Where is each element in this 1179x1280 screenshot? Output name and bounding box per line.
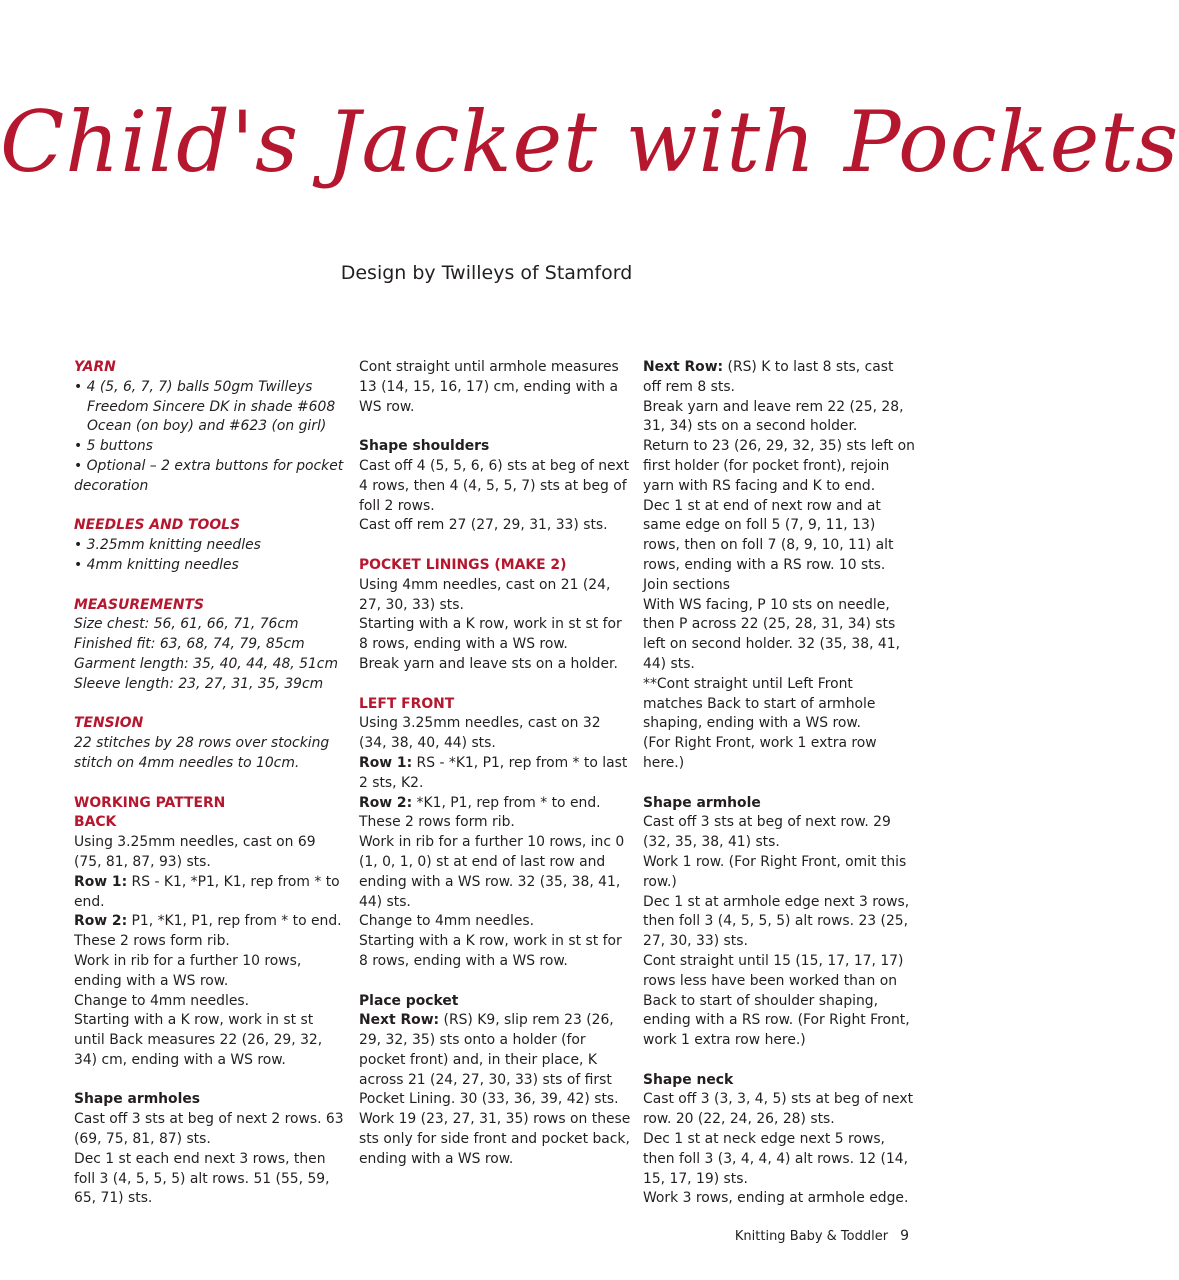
instruction-text: Using 4mm needles, cast on 21 (24, 27, 30, 33) sts.: [359, 576, 611, 613]
instruction-text: These 2 rows form rib.: [359, 814, 515, 831]
instruction-text: Cast off 3 sts at beg of next 2 rows. 63 (69, 75, 81, 87) sts.: [74, 1111, 344, 1148]
measurement-line: Garment length: 35, 40, 44, 48, 51cm: [74, 655, 338, 672]
instruction-row: [74, 912, 346, 932]
row-label: Row 2:: [359, 794, 413, 811]
subheading-place-pocket: Place pocket: [359, 992, 459, 1009]
tension-text: 22 stitches by 28 rows over stocking stitch on 4mm needles to 10cm.: [74, 735, 330, 771]
row-label: Row 1:: [74, 873, 128, 890]
subheading-shape-armhole: Shape armhole: [643, 794, 761, 811]
page-footer: [735, 1228, 909, 1244]
instruction-row: [643, 358, 915, 398]
instruction-text: Cast off 3 sts at beg of next row. 29 (32, 35, 38, 41) sts.: [643, 814, 891, 851]
instruction-text: Break yarn and leave sts on a holder.: [359, 655, 618, 672]
row-label: Row 1:: [359, 754, 413, 771]
column-1: [74, 358, 346, 1209]
instruction-text: Cast off 4 (5, 5, 6, 6) sts at beg of next 4 rows, then 4 (4, 5, 5, 7) sts at beg of foll 2 rows.: [359, 457, 630, 514]
needles-item: • 4mm knitting needles: [74, 556, 239, 573]
instruction-text: Cont straight until 15 (15, 17, 17, 17) rows less have been worked than on Back to start of shoulder shaping, ending with a RS row. (For Right Front, work 1 extra row here.): [643, 952, 910, 1049]
instruction-text: Change to 4mm needles.: [74, 992, 250, 1009]
row-label: Row 2:: [74, 913, 128, 930]
row-label: Next Row:: [643, 359, 724, 375]
row-label: Next Row:: [359, 1012, 440, 1029]
subheading-shape-neck: Shape neck: [643, 1071, 734, 1088]
row-text: RS - *K1, P1, rep from * to last 2 sts, K2.: [359, 754, 628, 791]
subheading-shape-armholes: Shape armholes: [74, 1091, 201, 1108]
instruction-text: Work 19 (23, 27, 31, 35) rows on these sts only for side front and pocket back, ending with a WS row.: [359, 1111, 631, 1167]
instruction-text: Dec 1 st each end next 3 rows, then foll 3 (4, 5, 5, 5) alt rows. 51 (55, 59, 65, 71) sts.: [74, 1150, 330, 1207]
row-text: *K1, P1, rep from * to end.: [412, 794, 601, 811]
needles-item: • 3.25mm knitting needles: [74, 537, 261, 554]
column-3: [643, 358, 915, 1209]
instruction-text: Break yarn and leave rem 22 (25, 28, 31, 34) sts on a second holder.: [643, 398, 904, 435]
instruction-text: Dec 1 st at armhole edge next 3 rows, then foll 3 (4, 5, 5, 5) alt rows. 23 (25, 27, 30, 33) sts.: [643, 893, 910, 950]
instruction-text: Dec 1 st at end of next row and at same edge on foll 5 (7, 9, 11, 13) rows, then on foll 7 (8, 9, 10, 11) alt rows, ending with a RS row. 10 sts.: [643, 497, 894, 573]
section-heading-working-pattern: WORKING PATTERN: [74, 794, 226, 811]
instruction-text: Return to 23 (26, 29, 32, 35) sts left on first holder (for pocket front), rejoin yarn with RS facing and K to end.: [643, 438, 915, 494]
section-heading-left-front: LEFT FRONT: [359, 695, 455, 712]
instruction-text: Using 3.25mm needles, cast on 32 (34, 38, 40, 44) sts.: [359, 715, 601, 752]
instruction-text: Cast off rem 27 (27, 29, 31, 33) sts.: [359, 517, 608, 534]
row-text: RS - K1, *P1, K1, rep from * to end.: [74, 873, 340, 910]
instruction-row: [359, 1011, 631, 1110]
instruction-text: Starting with a K row, work in st st until Back measures 22 (26, 29, 32, 34) cm, ending with a WS row.: [74, 1012, 323, 1068]
instruction-text: Cont straight until armhole measures 13 (14, 15, 16, 17) cm, ending with a WS row.: [359, 359, 619, 415]
instruction-row: [74, 873, 346, 913]
row-text: P1, *K1, P1, rep from * to end.: [127, 913, 342, 930]
instruction-text: Using 3.25mm needles, cast on 69 (75, 81, 87, 93) sts.: [74, 834, 316, 870]
page-number: 9: [900, 1228, 909, 1244]
instruction-text: Work in rib for a further 10 rows, inc 0 (1, 0, 1, 0) st at end of last row and ending with a WS row. 32 (35, 38, 41, 44) sts.: [359, 834, 625, 910]
instruction-text: With WS facing, P 10 sts on needle, then P across 22 (25, 28, 31, 34) sts left on second holder. 32 (35, 38, 41, 44) sts.: [643, 596, 900, 672]
designer-byline: Design by Twilleys of Stamford: [340, 262, 633, 284]
yarn-item: • 4 (5, 6, 7, 7) balls 50gm Twilleys Freedom Sincere DK in shade #608 Ocean (on boy) and #623 (on girl): [74, 378, 336, 435]
section-heading-tension: TENSION: [74, 715, 144, 732]
instruction-text: These 2 rows form rib.: [74, 933, 230, 950]
measurement-line: Sleeve length: 23, 27, 31, 35, 39cm: [74, 675, 324, 692]
yarn-item: • Optional – 2 extra buttons for pocket decoration: [74, 457, 344, 494]
instruction-text: Starting with a K row, work in st st for 8 rows, ending with a WS row.: [359, 933, 622, 969]
page-title: Child's Jacket with Pockets: [0, 93, 1179, 191]
row-text: (RS) K9, slip rem 23 (26, 29, 32, 35) sts onto a holder (for pocket front) and, in their place, K across 21 (24, 27, 30, 33) sts of first Pocket Lining. 30 (33, 36, 39, 42) sts.: [359, 1012, 619, 1108]
instruction-text: Join sections: [643, 576, 730, 593]
instruction-text: (For Right Front, work 1 extra row here.): [643, 735, 877, 771]
section-heading-measurements: MEASUREMENTS: [74, 596, 204, 613]
book-title: Knitting Baby & Toddler: [734, 1229, 889, 1244]
instruction-text: Change to 4mm needles.: [359, 913, 535, 930]
instruction-text: **Cont straight until Left Front matches Back to start of armhole shaping, ending with a WS row.: [643, 675, 876, 732]
instruction-text: Work in rib for a further 10 rows, ending with a WS row.: [74, 952, 302, 989]
instruction-text: Cast off 3 (3, 3, 4, 5) sts at beg of next row. 20 (22, 24, 26, 28) sts.: [643, 1091, 914, 1128]
instruction-row: [359, 794, 631, 814]
yarn-item: • 5 buttons: [74, 438, 153, 455]
instruction-text: Work 1 row. (For Right Front, omit this row.): [643, 853, 907, 890]
instruction-text: Work 3 rows, ending at armhole edge.: [643, 1190, 909, 1207]
subheading-shape-shoulders: Shape shoulders: [359, 438, 490, 455]
measurement-line: Finished fit: 63, 68, 74, 79, 85cm: [74, 636, 305, 653]
section-heading-back: BACK: [74, 814, 117, 831]
instruction-text: Dec 1 st at neck edge next 5 rows, then foll 3 (3, 4, 4, 4) alt rows. 12 (14, 15, 17, 19) sts.: [643, 1131, 909, 1187]
instruction-row: [359, 754, 631, 794]
measurement-line: Size chest: 56, 61, 66, 71, 76cm: [74, 616, 299, 633]
instruction-text: Starting with a K row, work in st st for 8 rows, ending with a WS row.: [359, 616, 622, 653]
column-2: [359, 358, 631, 1170]
section-heading-pocket-linings: POCKET LININGS (MAKE 2): [359, 556, 567, 573]
section-heading-yarn: YARN: [74, 359, 116, 375]
section-heading-needles: NEEDLES AND TOOLS: [74, 517, 241, 534]
row-text: (RS) K to last 8 sts, cast off rem 8 sts.: [643, 359, 894, 395]
